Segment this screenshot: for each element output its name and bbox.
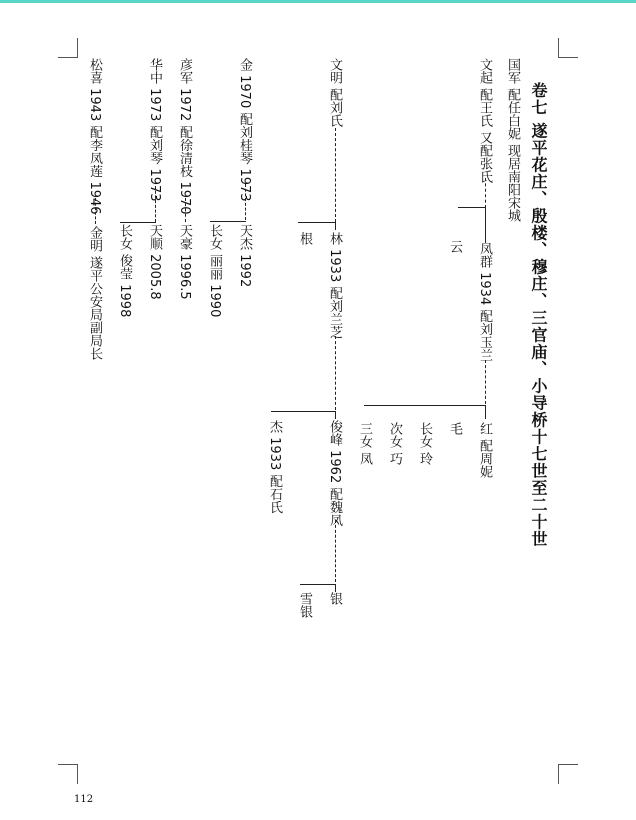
entry-qiao: 次女 巧: [387, 422, 402, 466]
entry-feng: 三女 凤: [357, 422, 372, 466]
connector-lin-down: [335, 336, 336, 410]
connector-wenqi-branch: [458, 207, 486, 208]
connector-fengqun-down: [485, 360, 486, 404]
connector-wenming-stem: [335, 222, 336, 230]
entry-huazhong: 华中 1973 配刘琴 1973: [147, 58, 162, 202]
entry-ling: 长女 玲: [417, 422, 432, 466]
entry-wenming: 文明 配刘氏: [327, 58, 342, 128]
entry-jinming: 金明 遂平公安局副局长: [87, 226, 102, 361]
connector-junfeng-stem: [335, 584, 336, 592]
connector-fengqun-stem: [485, 405, 486, 419]
connector-junfeng-branch: [300, 584, 336, 585]
connector-wenqi-down: [485, 178, 486, 208]
connector-lin-branch: [271, 411, 336, 412]
connector-jin-down: [245, 184, 246, 220]
connector-wenming-down: [335, 128, 336, 222]
connector-junfeng-down: [335, 520, 336, 582]
entry-wenqi: 文起 配王氏 又配张氏: [477, 58, 492, 184]
entry-yun: 云: [447, 240, 462, 253]
entry-xueyin: 雪银: [297, 592, 312, 618]
entry-fengqun: 凤群 1934 配刘玉兰: [477, 242, 492, 362]
entry-guojun: 国军 配任白妮 现居南阳宋城: [505, 58, 520, 223]
entry-lin: 林 1933 配刘兰芝: [327, 232, 342, 339]
connector-songxi-down: [95, 198, 96, 224]
page-number: 112: [74, 794, 94, 805]
entry-jie: 杰 1933 配石氏: [267, 420, 282, 514]
entry-tianhao: 天豪 1996.5: [177, 224, 192, 300]
entry-lili: 长女 丽丽 1990: [207, 224, 222, 318]
page-title: 卷七 遂平花庄、殷楼、穆庄、三官庙、小导桥十七世至二十世: [529, 82, 548, 548]
entry-hong: 红 配周妮: [477, 422, 492, 479]
connector-wenming-branch: [298, 222, 336, 223]
entry-songxi: 松喜 1943 配李凤莲 1946: [87, 58, 102, 215]
connector-jin-branch: [210, 221, 246, 222]
connector-yanjun-down: [185, 198, 186, 222]
entry-yanjun: 彦军 1972 配徐清枝 1970: [177, 58, 192, 215]
top-accent-bar: [0, 0, 636, 3]
entry-tianjie: 天杰 1992: [237, 224, 252, 288]
entry-gen: 根: [297, 232, 312, 245]
entry-tianshun: 天顺 2005.8: [147, 224, 162, 300]
connector-wenqi-stem: [485, 207, 486, 243]
entry-junfeng: 俊峰 1962 配魏凤: [327, 420, 342, 527]
entry-jin: 金 1970 配刘桂琴 1973: [237, 58, 252, 202]
entry-mao: 毛: [447, 422, 462, 435]
connector-fengqun-branch: [364, 405, 486, 406]
entry-junying: 长女 俊莹 1998: [117, 224, 132, 318]
connector-huazhong-branch: [120, 222, 156, 223]
entry-yin: 银: [327, 592, 342, 605]
connector-lin-stem: [335, 411, 336, 419]
connector-huazhong-down: [155, 186, 156, 222]
